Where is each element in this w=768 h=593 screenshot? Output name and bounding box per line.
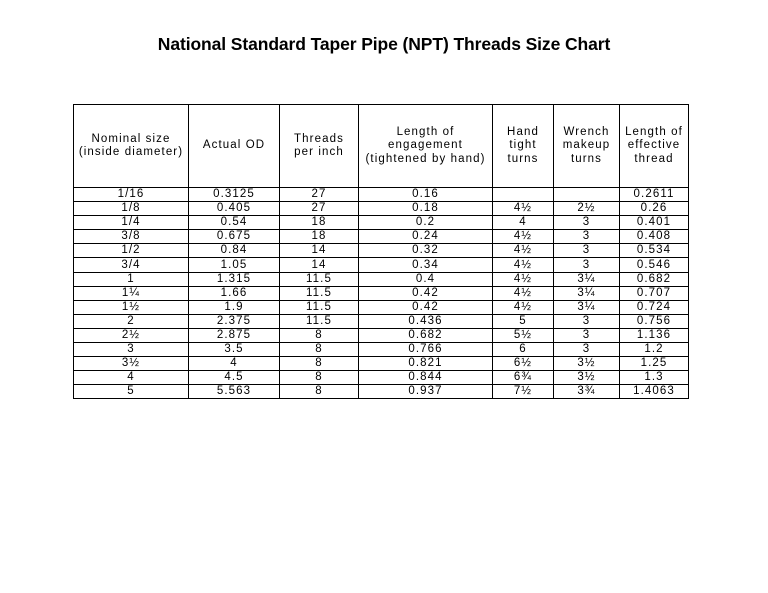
cell-hand-tight-turns: 4 bbox=[493, 216, 554, 230]
cell-threads-per-inch: 8 bbox=[280, 385, 359, 399]
header-line: engagement bbox=[388, 139, 463, 152]
cell-threads-per-inch: 8 bbox=[280, 328, 359, 342]
table-row bbox=[74, 343, 689, 357]
cell-wrench-makeup-turns: 3½ bbox=[554, 371, 620, 385]
cell-nominal-size: 1¼ bbox=[74, 286, 189, 300]
cell-length-of-effective-thread: 1.3 bbox=[620, 371, 689, 385]
header-line: makeup bbox=[562, 139, 611, 152]
cell-actual-od: 0.675 bbox=[189, 230, 280, 244]
cell-length-of-engagement: 0.766 bbox=[359, 343, 493, 357]
cell-length-of-effective-thread: 1.136 bbox=[620, 328, 689, 342]
cell-threads-per-inch: 14 bbox=[280, 244, 359, 258]
header-line: Threads bbox=[294, 132, 344, 145]
cell-wrench-makeup-turns: 3½ bbox=[554, 357, 620, 371]
header-line: tight bbox=[509, 139, 537, 152]
cell-wrench-makeup-turns: 3 bbox=[554, 328, 620, 342]
table-row bbox=[74, 188, 689, 202]
header-line: effective bbox=[627, 139, 681, 152]
cell-length-of-effective-thread: 1.4063 bbox=[620, 385, 689, 399]
table-row bbox=[74, 314, 689, 328]
cell-threads-per-inch: 11.5 bbox=[280, 314, 359, 328]
cell-length-of-engagement: 0.844 bbox=[359, 371, 493, 385]
cell-wrench-makeup-turns: 3¼ bbox=[554, 272, 620, 286]
header-line: (inside diameter) bbox=[78, 146, 184, 158]
header-threads-per-inch bbox=[280, 105, 359, 188]
cell-hand-tight-turns: 4½ bbox=[493, 258, 554, 272]
header-line: Actual OD bbox=[202, 139, 266, 152]
table-row bbox=[74, 244, 689, 258]
cell-wrench-makeup-turns: 3 bbox=[554, 343, 620, 357]
cell-actual-od: 4 bbox=[189, 357, 280, 371]
header-wrench-makeup-turns bbox=[554, 105, 620, 188]
cell-nominal-size: 5 bbox=[74, 385, 189, 399]
cell-wrench-makeup-turns bbox=[554, 188, 620, 202]
cell-hand-tight-turns: 4½ bbox=[493, 286, 554, 300]
cell-actual-od: 1.66 bbox=[189, 286, 280, 300]
cell-length-of-effective-thread: 0.682 bbox=[620, 272, 689, 286]
cell-actual-od: 0.405 bbox=[189, 202, 280, 216]
table-row bbox=[74, 371, 689, 385]
cell-hand-tight-turns: 4½ bbox=[493, 244, 554, 258]
cell-nominal-size: 1/4 bbox=[74, 216, 189, 230]
cell-nominal-size: 4 bbox=[74, 371, 189, 385]
cell-length-of-engagement: 0.42 bbox=[359, 300, 493, 314]
cell-hand-tight-turns: 6 bbox=[493, 343, 554, 357]
header-line: Wrench bbox=[563, 125, 610, 138]
cell-actual-od: 4.5 bbox=[189, 371, 280, 385]
cell-hand-tight-turns: 4½ bbox=[493, 230, 554, 244]
cell-length-of-engagement: 0.34 bbox=[359, 258, 493, 272]
cell-nominal-size: 1/8 bbox=[74, 202, 189, 216]
cell-actual-od: 2.375 bbox=[189, 314, 280, 328]
cell-threads-per-inch: 27 bbox=[280, 202, 359, 216]
cell-actual-od: 0.3125 bbox=[189, 188, 280, 202]
header-line: Hand bbox=[507, 125, 539, 138]
cell-length-of-effective-thread: 1.2 bbox=[620, 343, 689, 357]
cell-length-of-effective-thread: 0.408 bbox=[620, 230, 689, 244]
cell-threads-per-inch: 8 bbox=[280, 357, 359, 371]
cell-length-of-engagement: 0.821 bbox=[359, 357, 493, 371]
cell-actual-od: 5.563 bbox=[189, 385, 280, 399]
cell-hand-tight-turns: 7½ bbox=[493, 385, 554, 399]
header-line: Length of bbox=[396, 125, 455, 138]
cell-wrench-makeup-turns: 3¼ bbox=[554, 300, 620, 314]
cell-length-of-engagement: 0.2 bbox=[359, 216, 493, 230]
cell-wrench-makeup-turns: 3 bbox=[554, 230, 620, 244]
cell-hand-tight-turns: 6½ bbox=[493, 357, 554, 371]
cell-actual-od: 1.9 bbox=[189, 300, 280, 314]
cell-hand-tight-turns: 5 bbox=[493, 314, 554, 328]
cell-threads-per-inch: 18 bbox=[280, 230, 359, 244]
cell-length-of-engagement: 0.937 bbox=[359, 385, 493, 399]
cell-nominal-size: 1 bbox=[74, 272, 189, 286]
cell-threads-per-inch: 8 bbox=[280, 371, 359, 385]
header-line: Nominal size bbox=[91, 132, 171, 145]
npt-thread-table bbox=[73, 104, 689, 399]
header-hand-tight-turns bbox=[493, 105, 554, 188]
cell-hand-tight-turns bbox=[493, 188, 554, 202]
header-nominal-size bbox=[74, 105, 189, 188]
cell-length-of-effective-thread: 0.724 bbox=[620, 300, 689, 314]
cell-length-of-engagement: 0.682 bbox=[359, 328, 493, 342]
cell-threads-per-inch: 11.5 bbox=[280, 286, 359, 300]
table-header bbox=[74, 105, 689, 188]
cell-threads-per-inch: 11.5 bbox=[280, 300, 359, 314]
cell-actual-od: 0.84 bbox=[189, 244, 280, 258]
table-row bbox=[74, 357, 689, 371]
header-line: turns bbox=[507, 152, 539, 165]
cell-threads-per-inch: 8 bbox=[280, 343, 359, 357]
cell-actual-od: 1.05 bbox=[189, 258, 280, 272]
cell-nominal-size: 1½ bbox=[74, 300, 189, 314]
table-row bbox=[74, 272, 689, 286]
cell-length-of-effective-thread: 0.534 bbox=[620, 244, 689, 258]
cell-length-of-effective-thread: 0.26 bbox=[620, 202, 689, 216]
cell-length-of-effective-thread: 0.707 bbox=[620, 286, 689, 300]
header-line: thread bbox=[634, 152, 674, 165]
cell-actual-od: 2.875 bbox=[189, 328, 280, 342]
cell-nominal-size: 1/16 bbox=[74, 188, 189, 202]
cell-wrench-makeup-turns: 2½ bbox=[554, 202, 620, 216]
header-line: (tightened by hand) bbox=[365, 152, 486, 165]
cell-hand-tight-turns: 5½ bbox=[493, 328, 554, 342]
cell-wrench-makeup-turns: 3¼ bbox=[554, 286, 620, 300]
cell-length-of-engagement: 0.18 bbox=[359, 202, 493, 216]
cell-nominal-size: 3 bbox=[74, 343, 189, 357]
header-line: turns bbox=[570, 152, 603, 165]
cell-length-of-engagement: 0.24 bbox=[359, 230, 493, 244]
header-line: per inch bbox=[294, 146, 344, 158]
cell-length-of-effective-thread: 1.25 bbox=[620, 357, 689, 371]
cell-hand-tight-turns: 4½ bbox=[493, 272, 554, 286]
header-length-of-engagement bbox=[359, 105, 493, 188]
cell-nominal-size: 2 bbox=[74, 314, 189, 328]
table-row bbox=[74, 216, 689, 230]
cell-threads-per-inch: 11.5 bbox=[280, 272, 359, 286]
table-row bbox=[74, 286, 689, 300]
table-row bbox=[74, 230, 689, 244]
cell-length-of-effective-thread: 0.2611 bbox=[620, 188, 689, 202]
cell-wrench-makeup-turns: 3 bbox=[554, 258, 620, 272]
cell-hand-tight-turns: 4½ bbox=[493, 202, 554, 216]
cell-length-of-effective-thread: 0.756 bbox=[620, 314, 689, 328]
cell-actual-od: 0.54 bbox=[189, 216, 280, 230]
cell-length-of-effective-thread: 0.546 bbox=[620, 258, 689, 272]
cell-wrench-makeup-turns: 3 bbox=[554, 244, 620, 258]
cell-length-of-engagement: 0.4 bbox=[359, 272, 493, 286]
cell-threads-per-inch: 27 bbox=[280, 188, 359, 202]
cell-length-of-engagement: 0.436 bbox=[359, 314, 493, 328]
cell-nominal-size: 3/4 bbox=[74, 258, 189, 272]
cell-length-of-engagement: 0.42 bbox=[359, 286, 493, 300]
cell-nominal-size: 3/8 bbox=[74, 230, 189, 244]
cell-nominal-size: 2½ bbox=[74, 328, 189, 342]
cell-hand-tight-turns: 4½ bbox=[493, 300, 554, 314]
cell-actual-od: 3.5 bbox=[189, 343, 280, 357]
table-row bbox=[74, 328, 689, 342]
cell-nominal-size: 3½ bbox=[74, 357, 189, 371]
table-row bbox=[74, 202, 689, 216]
table-body bbox=[74, 188, 689, 399]
cell-length-of-engagement: 0.32 bbox=[359, 244, 493, 258]
table-row bbox=[74, 385, 689, 399]
header-length-of-effective-thread bbox=[620, 105, 689, 188]
cell-length-of-effective-thread: 0.401 bbox=[620, 216, 689, 230]
cell-wrench-makeup-turns: 3 bbox=[554, 314, 620, 328]
table-row bbox=[74, 300, 689, 314]
cell-wrench-makeup-turns: 3 bbox=[554, 216, 620, 230]
cell-actual-od: 1.315 bbox=[189, 272, 280, 286]
cell-hand-tight-turns: 6¾ bbox=[493, 371, 554, 385]
cell-threads-per-inch: 18 bbox=[280, 216, 359, 230]
cell-wrench-makeup-turns: 3¾ bbox=[554, 385, 620, 399]
cell-nominal-size: 1/2 bbox=[74, 244, 189, 258]
cell-threads-per-inch: 14 bbox=[280, 258, 359, 272]
header-line: Length of bbox=[625, 125, 683, 138]
header-actual-od bbox=[189, 105, 280, 188]
table-row bbox=[74, 258, 689, 272]
cell-length-of-engagement: 0.16 bbox=[359, 188, 493, 202]
document-title: National Standard Taper Pipe (NPT) Threads Size Chart bbox=[157, 34, 611, 54]
header-row bbox=[74, 105, 689, 188]
